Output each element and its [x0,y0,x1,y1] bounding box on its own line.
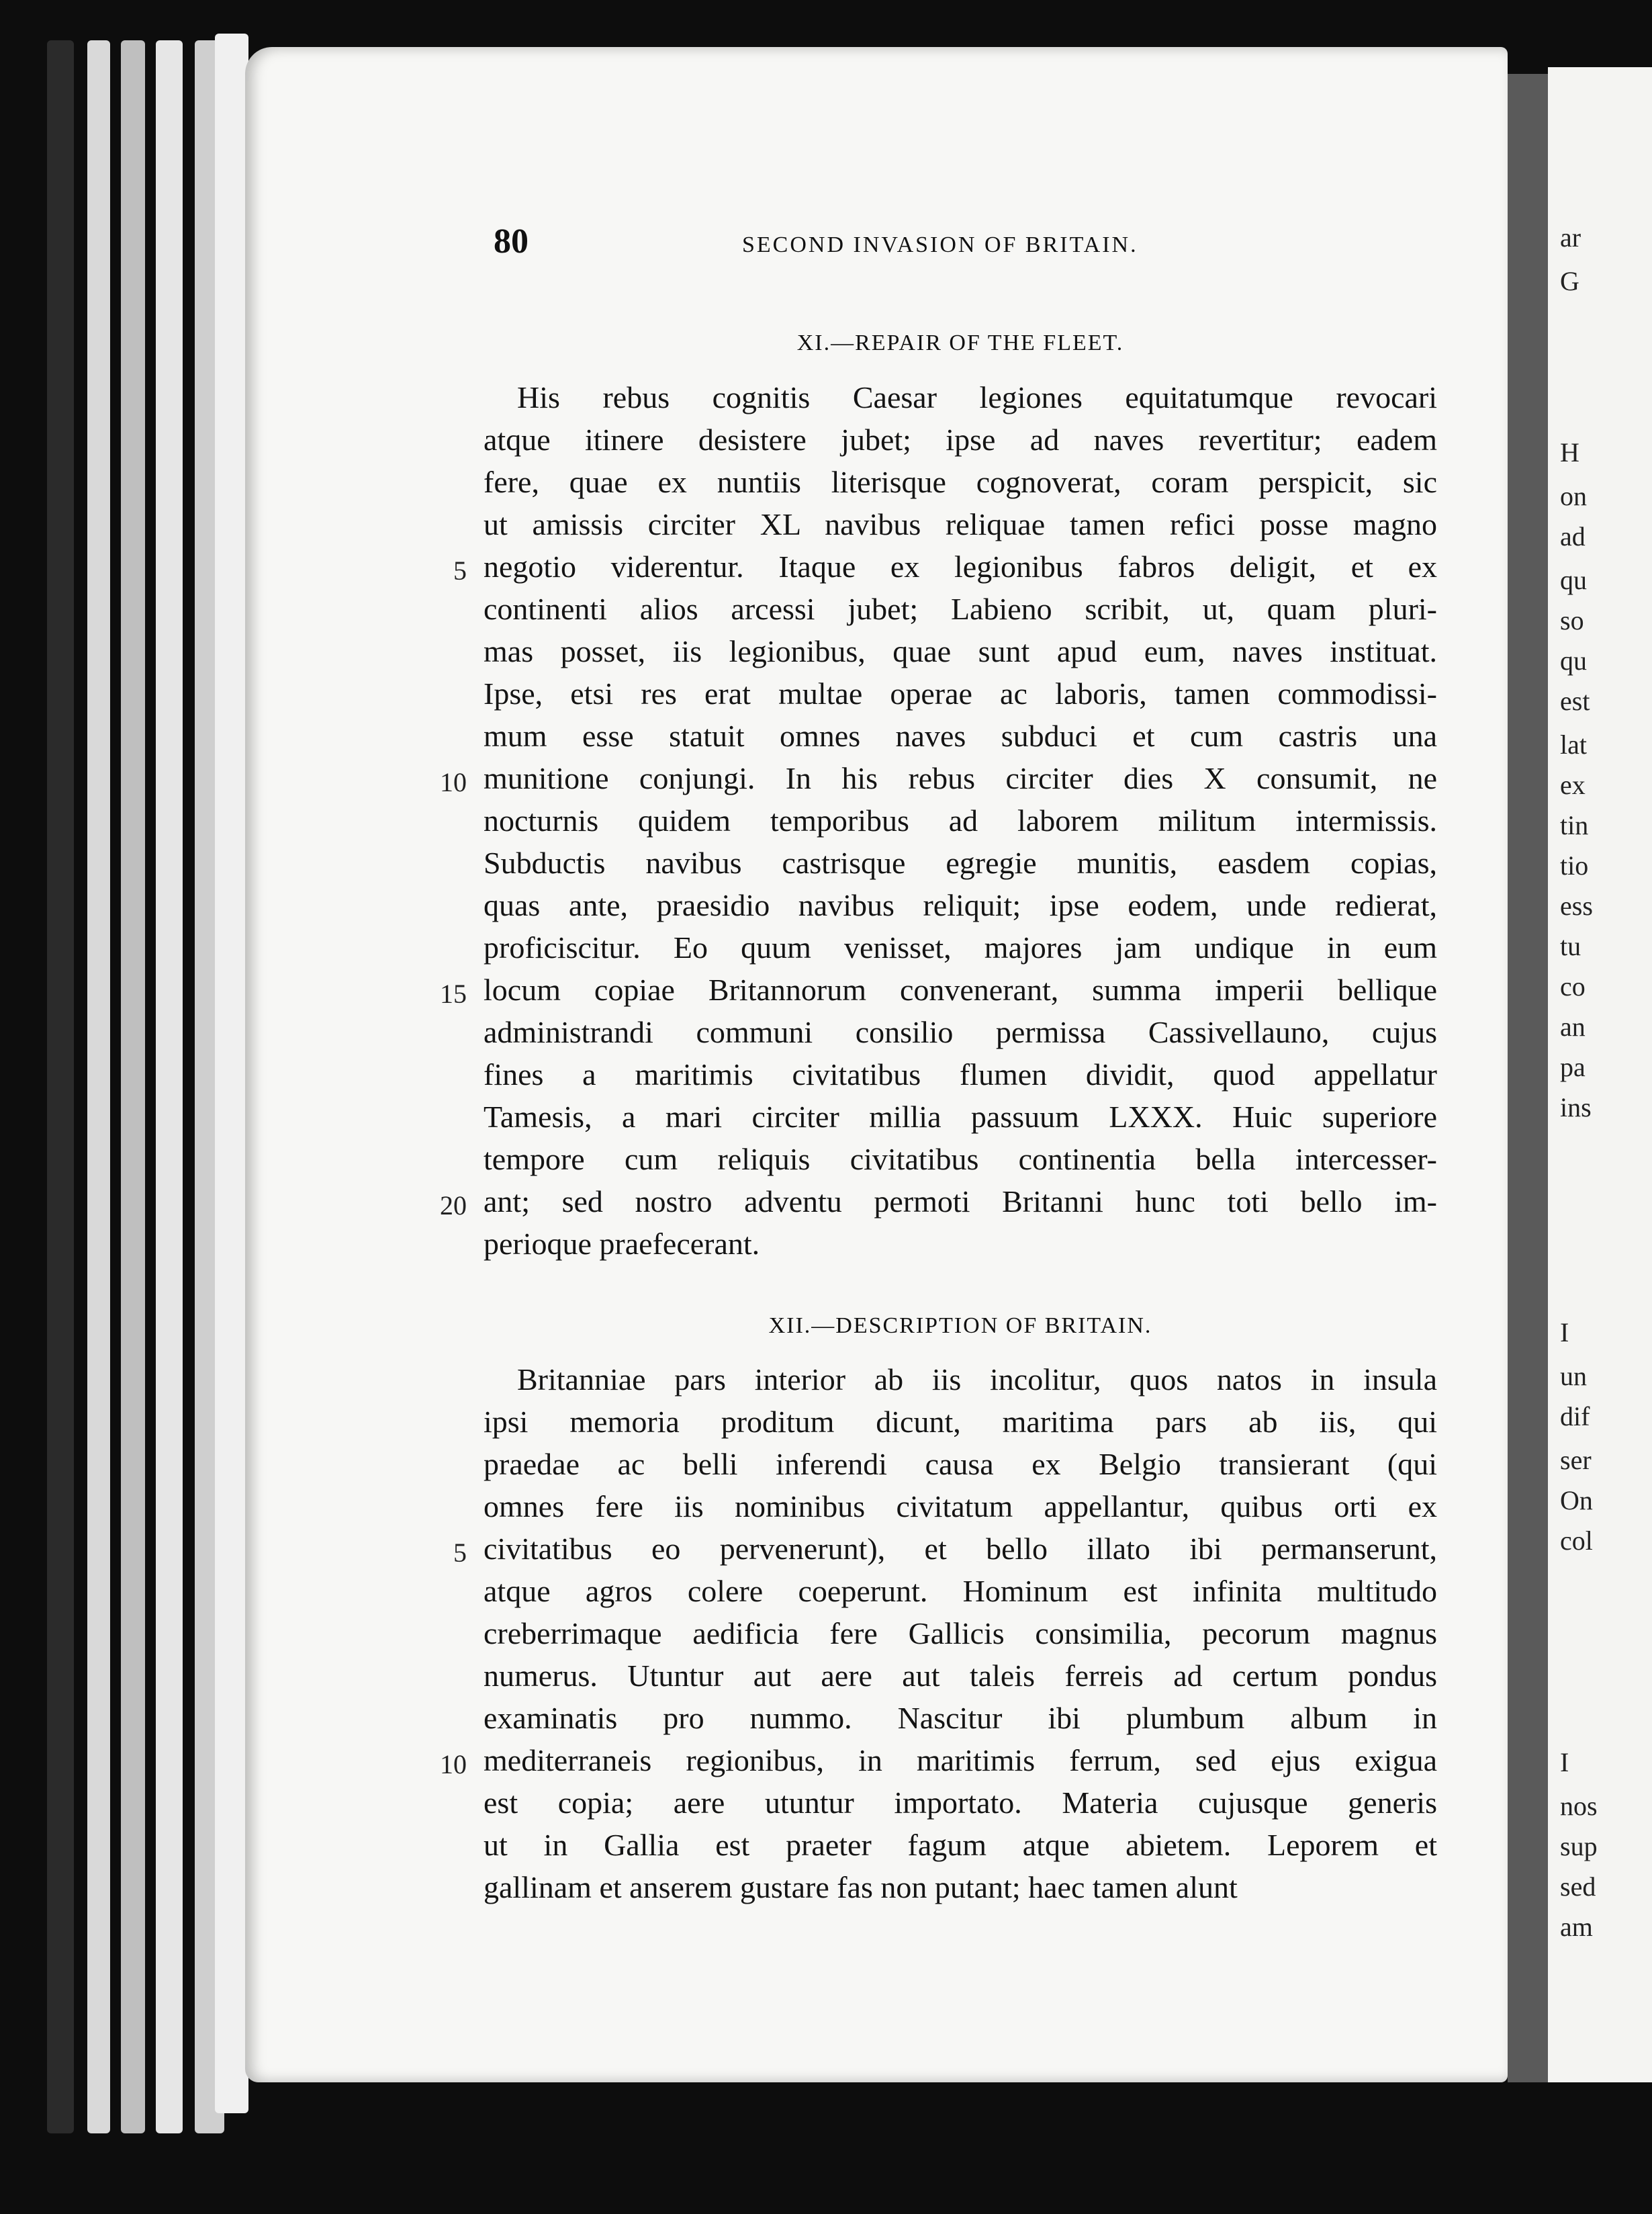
text-line: Britanniae pars interior ab iis incolitur, quos natos in insula [517,1362,1437,1397]
facing-page-text: sup [1560,1831,1598,1861]
text-line: examinatis pro nummo. Nascitur ibi plumbum album in [484,1701,1437,1735]
page-edge [215,34,248,2113]
text-line: proficiscitur. Eo quum venisset, majores jam undique in eum [484,930,1437,965]
section-paragraph [440,376,1437,1265]
text-line: gallinam et anserem gustare fas non putant; haec tamen alunt [484,1870,1238,1904]
text-line: perioque praefecerant. [484,1227,760,1261]
line-number: 5 [453,556,467,586]
page-edge [47,40,74,2133]
text-line: quas ante, praesidio navibus reliquit; ipse eodem, unde redierat, [484,888,1437,922]
text-line: continenti alios arcessi jubet; Labieno scribit, ut, quam pluri- [484,592,1437,626]
facing-page-fragment [1548,67,1652,2082]
section-title: XII.—DESCRIPTION OF BRITAIN. [768,1313,1152,1338]
facing-page-text: am [1560,1912,1593,1942]
page-number: 80 [494,222,529,261]
facing-page-text: ser [1560,1445,1592,1475]
facing-page-text: I [1560,1747,1569,1777]
facing-page-text: tio [1560,850,1589,881]
text-line: administrandi communi consilio permissa Cassivellauno, cujus [484,1015,1437,1049]
page-edge [121,40,145,2133]
facing-page-text: so [1560,605,1584,635]
line-number: 15 [440,979,467,1009]
facing-page-text: ar [1560,222,1581,253]
facing-page-text: qu [1560,565,1587,595]
facing-page-text: tin [1560,810,1589,840]
facing-page-text: col [1560,1525,1593,1556]
page-edge [156,40,183,2133]
text-line: Tamesis, a mari circiter millia passuum LXXX. Huic superiore [484,1100,1437,1134]
text-line: numerus. Utuntur aut aere aut taleis ferreis ad certum pondus [484,1658,1437,1693]
running-head: SECOND INVASION OF BRITAIN. [742,232,1138,257]
text-line: atque itinere desistere jubet; ipse ad naves revertitur; eadem [484,423,1437,457]
facing-page-text: ad [1560,521,1586,551]
page-header [494,222,1219,269]
text-line: locum copiae Britannorum convenerant, summa imperii bellique [484,973,1437,1007]
book-spine [1508,74,1548,2082]
text-line: tempore cum reliquis civitatibus continentia bella intercesser- [484,1142,1437,1176]
facing-page-text: co [1560,971,1586,1002]
text-line: fere, quae ex nuntiis literisque cognoverat, coram perspicit, sic [484,465,1437,499]
text-line: Subductis navibus castrisque egregie munitis, easdem copias, [484,846,1437,880]
facing-page-text: On [1560,1485,1593,1515]
facing-page-text: an [1560,1012,1586,1042]
section-paragraph [440,1358,1437,1908]
facing-page-text: H [1560,437,1579,468]
facing-page-text: tu [1560,931,1581,961]
line-number: 5 [453,1538,467,1568]
facing-page-text: dif [1560,1401,1590,1431]
facing-page-text: nos [1560,1791,1598,1821]
facing-page-text: sed [1560,1871,1596,1902]
text-line: atque agros colere coeperunt. Hominum est infinita multitudo [484,1574,1437,1608]
text-line: negotio viderentur. Itaque ex legionibus fabros deligit, et ex [484,549,1437,584]
text-line: omnes fere iis nominibus civitatum appellantur, quibus orti ex [484,1489,1437,1523]
text-line: praedae ac belli inferendi causa ex Belgio transierant (qui [484,1447,1437,1481]
facing-page-text: lat [1560,729,1587,760]
text-line: civitatibus eo pervenerunt), et bello illato ibi permanserunt, [484,1532,1437,1566]
text-line: mediterraneis regionibus, in maritimis ferrum, sed ejus exigua [484,1743,1437,1777]
facing-page-text: I [1560,1317,1569,1347]
text-line: ipsi memoria proditum dicunt, maritima pars ab iis, qui [484,1405,1437,1439]
facing-page-text: on [1560,481,1587,511]
text-line: nocturnis quidem temporibus ad laborem militum intermissis. [484,803,1437,838]
line-number: 10 [440,767,467,797]
text-line: ut amissis circiter XL navibus reliquae tamen refici posse magno [484,507,1437,541]
facing-page-text: G [1560,266,1579,296]
line-number: 10 [440,1749,467,1779]
line-number: 20 [440,1190,467,1221]
text-line: munitione conjungi. In his rebus circiter dies X consumit, ne [484,761,1437,795]
text-line: fines a maritimis civitatibus flumen dividit, quod appellatur [484,1057,1437,1092]
text-line: mum esse statuit omnes naves subduci et cum castris una [484,719,1437,753]
facing-page-text: pa [1560,1052,1586,1082]
facing-page-text: un [1560,1361,1587,1391]
text-line: ut in Gallia est praeter fagum atque abietem. Leporem et [484,1828,1437,1862]
text-line: ant; sed nostro adventu permoti Britanni hunc toti bello im- [484,1184,1437,1219]
facing-page-text: qu [1560,646,1587,676]
page-edge [87,40,110,2133]
facing-page-text: ins [1560,1092,1592,1122]
text-line: Ipse, etsi res erat multae operae ac laboris, tamen commodissi- [484,676,1437,711]
text-line: creberrimaque aedificia fere Gallicis consimilia, pecorum magnus [484,1616,1437,1650]
facing-page-text: ex [1560,770,1586,800]
facing-page-text: ess [1560,891,1593,921]
facing-page-text: est [1560,686,1590,716]
text-line: est copia; aere utuntur importato. Materia cujusque generis [484,1785,1437,1820]
section-title: XI.—REPAIR OF THE FLEET. [796,330,1124,355]
text-line: mas posset, iis legionibus, quae sunt apud eum, naves instituat. [484,634,1437,668]
text-line: His rebus cognitis Caesar legiones equitatumque revocari [517,380,1437,414]
